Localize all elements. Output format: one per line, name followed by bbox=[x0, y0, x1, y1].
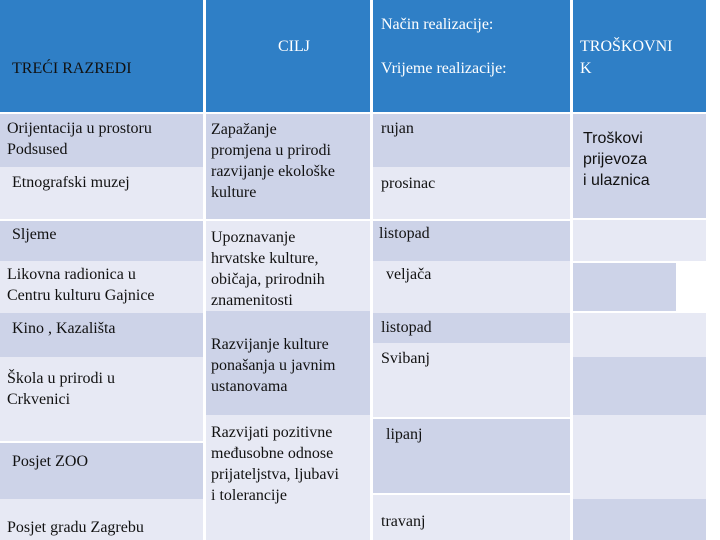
header-method: Način realizacije: bbox=[381, 16, 494, 33]
destination-cell: Sljeme bbox=[12, 226, 57, 243]
header-divider bbox=[570, 0, 573, 112]
destination-cell: Kino , Kazališta bbox=[12, 320, 116, 337]
row-bg bbox=[573, 313, 706, 357]
month-cell: veljača bbox=[386, 266, 432, 283]
header-divider bbox=[370, 0, 373, 112]
destination-cell: Likovna radionica u Centru kulturu Gajnice bbox=[7, 266, 155, 304]
row-bg bbox=[573, 499, 706, 540]
goal-cell: Zapažanje promjena u prirodi razvijanje ekološke kulture bbox=[211, 121, 335, 201]
row-bg bbox=[573, 220, 706, 261]
header-costs: TROŠKOVNI K bbox=[580, 38, 673, 77]
destination-cell: Posjet ZOO bbox=[12, 453, 88, 470]
goal-cell: Razvijanje kulture ponašanja u javnim ustanovama bbox=[211, 336, 336, 395]
header-divider bbox=[203, 0, 206, 112]
month-cell: Svibanj bbox=[381, 350, 430, 367]
destination-cell: Škola u prirodi u Crkvenici bbox=[7, 370, 115, 408]
month-cell: rujan bbox=[381, 120, 414, 137]
header-time: Vrijeme realizacije: bbox=[381, 60, 507, 77]
month-cell: lipanj bbox=[386, 426, 423, 443]
month-cell: prosinac bbox=[381, 175, 436, 192]
month-cell: listopad bbox=[381, 319, 432, 336]
header-classes: TREĆI RAZREDI bbox=[12, 60, 132, 77]
month-cell: listopad bbox=[379, 225, 430, 242]
goal-cell: Upoznavanje hrvatske kulture, običaja, prirodnih znamenitosti bbox=[211, 229, 325, 309]
destination-cell: Posjet gradu Zagrebu bbox=[7, 519, 144, 536]
row-bg bbox=[573, 263, 676, 311]
destination-cell: Orijentacija u prostoru Podsused bbox=[7, 120, 152, 158]
header-goal: CILJ bbox=[278, 38, 310, 55]
goal-cell: Razvijati pozitivne međusobne odnose prijateljstva, ljubavi i tolerancije bbox=[211, 424, 339, 504]
month-cell: travanj bbox=[381, 513, 426, 530]
row-bg bbox=[573, 415, 706, 499]
row-bg bbox=[573, 357, 706, 415]
destination-cell: Etnografski muzej bbox=[12, 174, 130, 191]
costs-cell: Troškovi prijevoza i ulaznica bbox=[583, 130, 650, 189]
